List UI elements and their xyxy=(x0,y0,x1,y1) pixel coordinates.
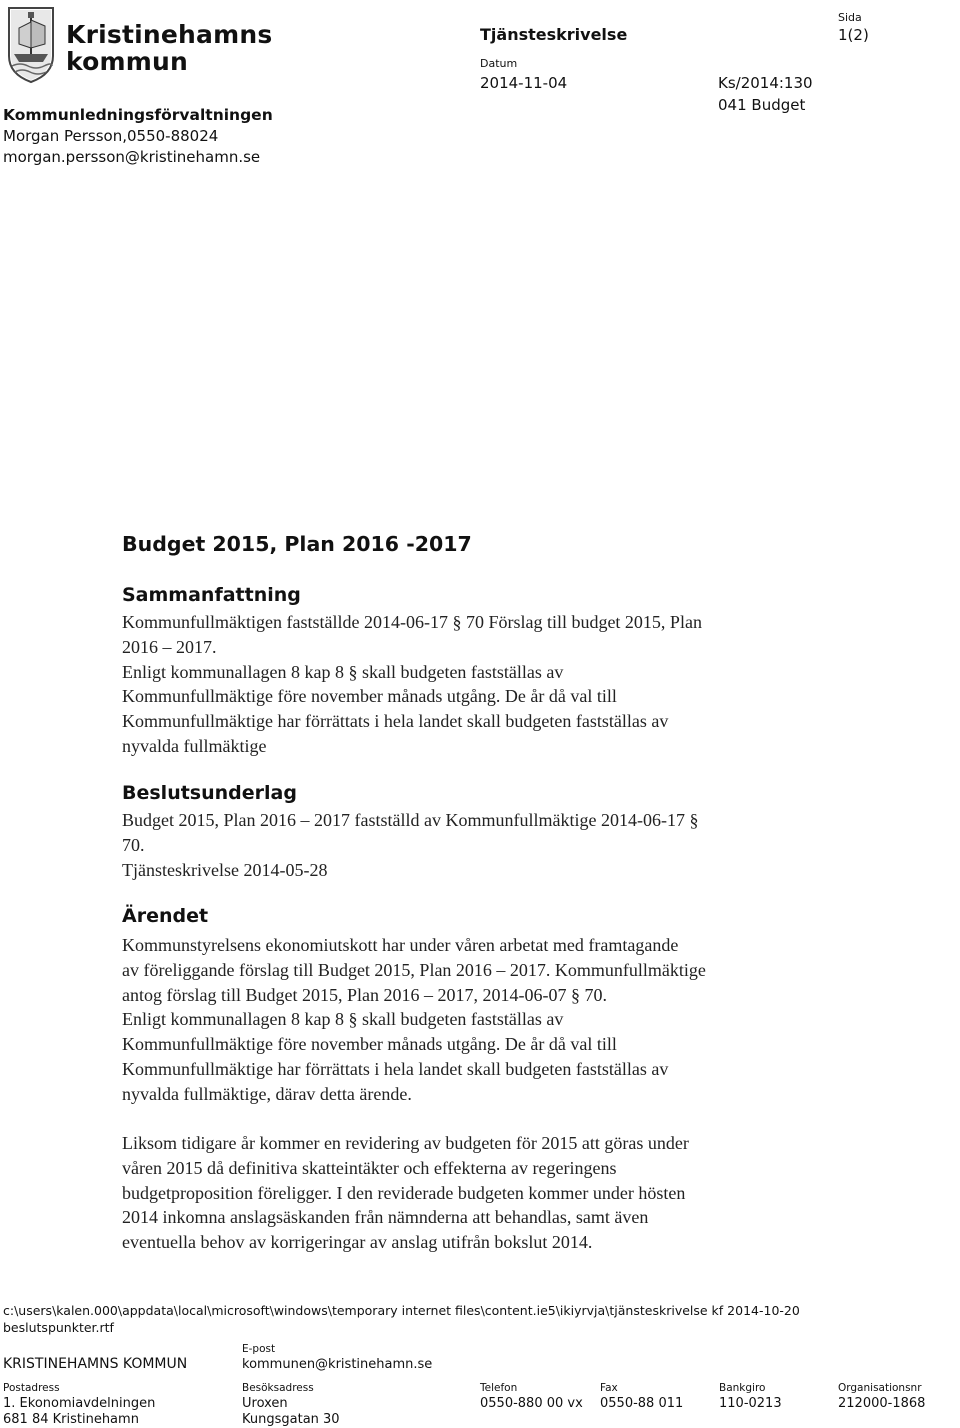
footer-visit-line1: Uroxen xyxy=(242,1396,288,1411)
document-type: Tjänsteskrivelse xyxy=(480,25,628,44)
footer-org-name: KRISTINEHAMNS KOMMUN xyxy=(3,1356,188,1372)
logo-text-line1: Kristinehamns xyxy=(66,20,273,49)
footer-phone-label: Telefon xyxy=(480,1382,518,1394)
matter-paragraph-1: Kommunstyrelsens ekonomiutskott har under våren arbetat med framtagande av föreliggande förslag till Budget 2015, Plan 2016 – 2017. Kommunfullmäktige antog förslag till Budget 2015, Plan 2016 – 2017, 2014-06-07 § 70. Enligt kommunallagen 8 kap 8 § skall budgeten fastställas av Kommunfullmäktige före november månads utgång. De år då val till Kommunfullmäktige har förrättats i hela landet skall budgeten fastställas av nyvalda fullmäktige, därav detta ärende. xyxy=(122,935,706,1104)
footer-orgnr: 212000-1868 xyxy=(838,1396,926,1411)
section-heading-matter: Ärendet xyxy=(122,905,209,927)
municipal-crest-logo-icon xyxy=(6,4,56,84)
document-title: Budget 2015, Plan 2016 -2017 xyxy=(122,532,472,556)
contact-name-phone: Morgan Persson,0550-88024 xyxy=(3,127,219,145)
section-heading-decision-basis: Beslutsunderlag xyxy=(122,782,297,804)
footer-bankgiro-label: Bankgiro xyxy=(719,1382,766,1394)
footer-bankgiro: 110-0213 xyxy=(719,1396,782,1411)
footer-postal-label: Postadress xyxy=(3,1382,60,1394)
footer-fax-label: Fax xyxy=(600,1382,618,1394)
footer-visit-label: Besöksadress xyxy=(242,1382,314,1394)
footer-phone: 0550-880 00 vx xyxy=(480,1396,583,1411)
matter-paragraph-2: Liksom tidigare år kommer en revidering av budgeten för 2015 att göras under våren 2015 då definitiva skatteintäkter och effekterna av regeringens budgetproposition föreligger. I den reviderade budgeten kommer under hösten 2014 inkomna anslagsäskanden från nämnderna att behandlas, samt även eventuella behov av korrigeringar av anslag utifrån bokslut 2014. xyxy=(122,1133,689,1253)
summary-paragraph: Kommunfullmäktigen fastställde 2014-06-17 § 70 Förslag till budget 2015, Plan 2016 – 2017. Enligt kommunallagen 8 kap 8 § skall budgeten fastställas av Kommunfullmäktige före november månads utgång. De år då val till Kommunfullmäktige har förrättats i hela landet skall budgeten fastställas av nyvalda fullmäktige xyxy=(122,612,702,756)
reference-number: Ks/2014:130 xyxy=(718,74,813,92)
decision-basis-paragraph: Budget 2015, Plan 2016 – 2017 fastställd av Kommunfullmäktige 2014-06-17 § 70. Tjänsteskrivelse 2014-05-28 xyxy=(122,810,699,880)
footer-postal-line2: 681 84 Kristinehamn xyxy=(3,1412,139,1427)
footer-postal-line1: 1. Ekonomiavdelningen xyxy=(3,1396,156,1411)
contact-email: morgan.persson@kristinehamn.se xyxy=(3,148,261,166)
page-label: Sida xyxy=(838,11,862,24)
file-path-line1: c:\users\kalen.000\appdata\local\microsoft\windows\temporary internet files\content.ie5\ikiyrvja\tjänsteskrivelse kf 2014-10-20 xyxy=(3,1303,800,1318)
footer-email-label: E-post xyxy=(242,1343,276,1355)
document-category: 041 Budget xyxy=(718,96,806,114)
page-number: 1(2) xyxy=(838,26,869,44)
section-heading-summary: Sammanfattning xyxy=(122,584,301,606)
document-date: 2014-11-04 xyxy=(480,74,568,92)
footer-email: kommunen@kristinehamn.se xyxy=(242,1357,433,1372)
file-path-line2: beslutspunkter.rtf xyxy=(3,1320,114,1335)
department-name: Kommunledningsförvaltningen xyxy=(3,106,273,124)
date-label: Datum xyxy=(480,57,518,70)
footer-visit-line2: Kungsgatan 30 xyxy=(242,1412,340,1427)
footer-orgnr-label: Organisationsnr xyxy=(838,1382,922,1394)
logo-text-line2: kommun xyxy=(66,47,189,76)
footer-fax: 0550-88 011 xyxy=(600,1396,684,1411)
